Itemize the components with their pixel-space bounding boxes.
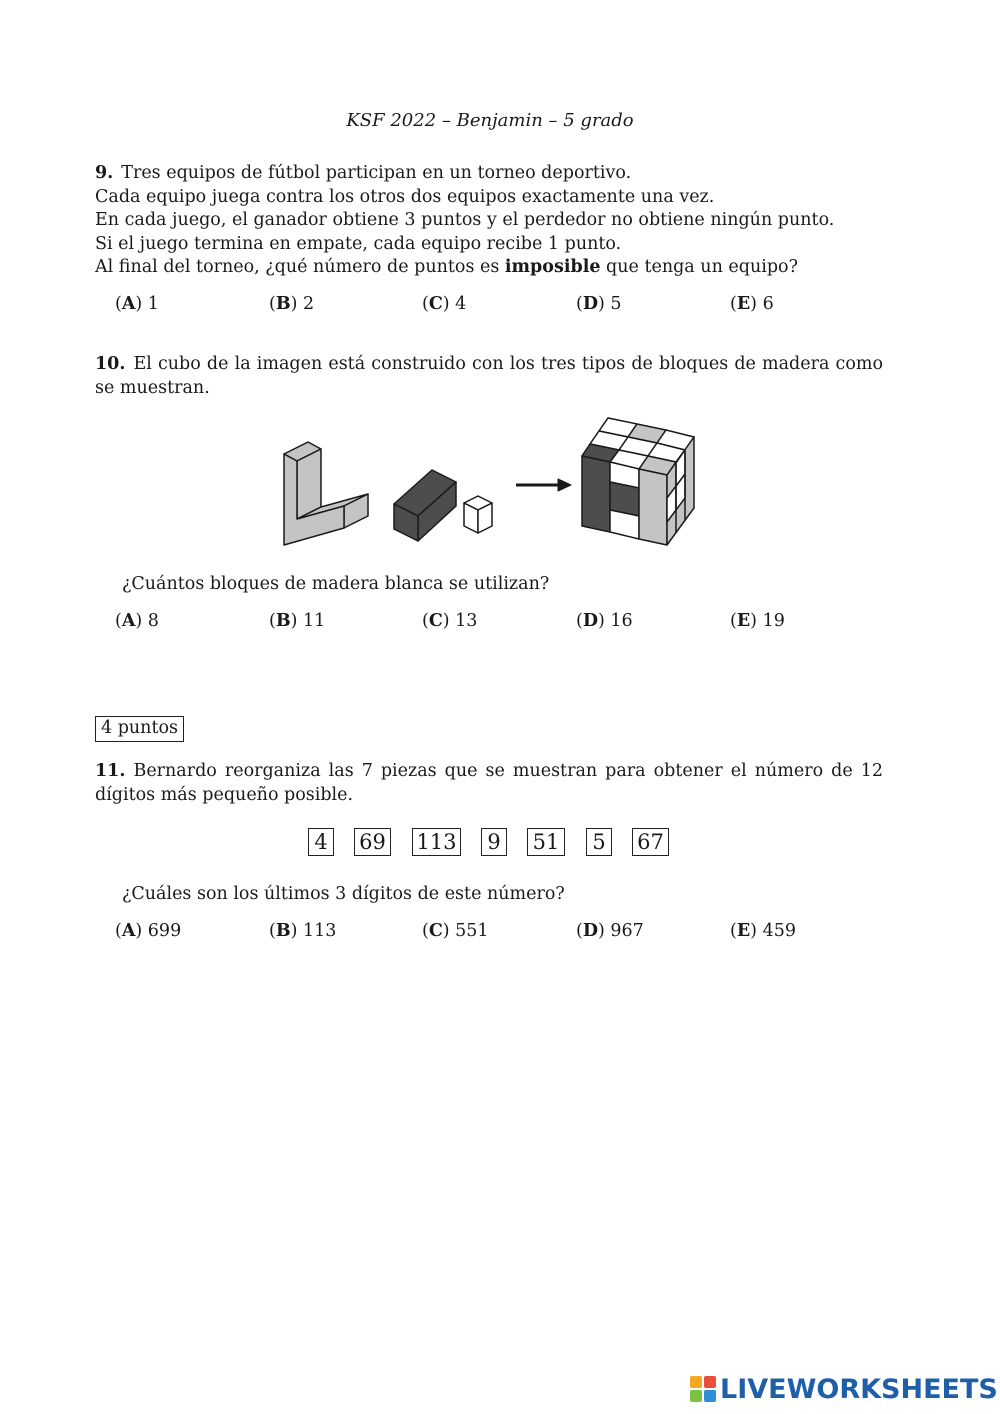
piece-card: 113 bbox=[412, 828, 461, 856]
q11-option-d[interactable]: (D) 967 bbox=[576, 921, 644, 941]
piece-card: 9 bbox=[481, 828, 507, 856]
q9-bold-word: imposible bbox=[504, 257, 601, 277]
q11-option-a[interactable]: (A) 699 bbox=[115, 921, 182, 941]
piece-card: 4 bbox=[308, 828, 334, 856]
question-10 bbox=[95, 353, 883, 400]
q10-text: El cubo de la imagen está construido con los tres tipos de bloques de madera como se muestran. bbox=[95, 354, 883, 398]
q9-line-4: Si el juego termina en empate, cada equipo recibe 1 punto. bbox=[95, 233, 622, 254]
q11-option-b[interactable]: (B) 113 bbox=[269, 921, 337, 941]
q10-option-c[interactable]: (C) 13 bbox=[422, 611, 478, 631]
q9-line-5: Al final del torneo, ¿qué número de puntos es imposible que tenga un equipo? bbox=[95, 257, 798, 277]
q9-option-b[interactable]: (B) 2 bbox=[269, 294, 315, 314]
big-cube bbox=[582, 418, 694, 545]
piece-card: 67 bbox=[632, 828, 669, 856]
q10-option-e[interactable]: (E) 19 bbox=[730, 611, 785, 631]
q9-line-2: Cada equipo juega contra los otros dos equipos exactamente una vez. bbox=[95, 186, 715, 207]
q9-line-1: 9. Tres equipos de fútbol participan en un torneo deportivo. bbox=[95, 163, 632, 183]
q9-option-d[interactable]: (D) 5 bbox=[576, 294, 622, 314]
piece-card: 5 bbox=[586, 828, 612, 856]
liveworksheets-logo bbox=[690, 1370, 998, 1408]
q11-text: Bernardo reorganiza las 7 piezas que se muestran para obtener el número de 12 dígitos más pequeño posible. bbox=[95, 761, 883, 805]
q10-option-b[interactable]: (B) 11 bbox=[269, 611, 326, 631]
piece-card: 69 bbox=[354, 828, 391, 856]
q9-option-a[interactable]: (A) 1 bbox=[115, 294, 159, 314]
section-points-label: 4 puntos bbox=[95, 716, 184, 742]
q11-number: 11. bbox=[95, 761, 126, 781]
question-9 bbox=[95, 162, 883, 280]
q9-number: 9. bbox=[95, 163, 114, 183]
q9-option-e[interactable]: (E) 6 bbox=[730, 294, 774, 314]
q11-pieces bbox=[0, 828, 1000, 858]
q10-number: 10. bbox=[95, 354, 126, 374]
page-header: KSF 2022 – Benjamin – 5 grado bbox=[346, 110, 634, 131]
q10-option-a[interactable]: (A) 8 bbox=[115, 611, 159, 631]
q11-option-e[interactable]: (E) 459 bbox=[730, 921, 796, 941]
question-11 bbox=[95, 760, 883, 807]
q11-question: ¿Cuáles son los últimos 3 dígitos de este número? bbox=[122, 884, 565, 904]
white-block bbox=[464, 496, 492, 533]
liveworksheets-logo-text: LIVEWORKSHEETS bbox=[720, 1373, 998, 1405]
piece-card: 51 bbox=[527, 828, 565, 856]
q9-line-3: En cada juego, el ganador obtiene 3 puntos y el perdedor no obtiene ningún punto. bbox=[95, 210, 835, 230]
liveworksheets-logo-icon bbox=[690, 1376, 716, 1402]
q10-question: ¿Cuántos bloques de madera blanca se utilizan? bbox=[122, 574, 550, 594]
l-block bbox=[284, 442, 368, 545]
q11-option-c[interactable]: (C) 551 bbox=[422, 921, 489, 941]
q9-option-c[interactable]: (C) 4 bbox=[422, 294, 467, 314]
q10-cube-figure bbox=[270, 412, 710, 552]
dark-block bbox=[394, 470, 456, 541]
q10-option-d[interactable]: (D) 16 bbox=[576, 611, 633, 631]
